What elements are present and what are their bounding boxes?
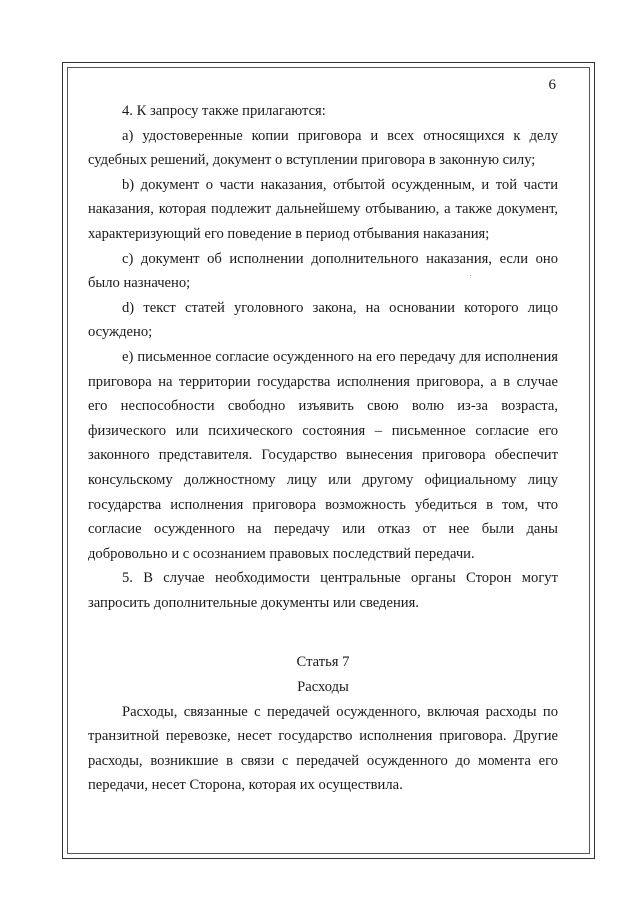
article-7-text: Расходы, связанные с передачей осужденного, включая расходы по транзитной перевозке, несет государство исполнения приговора. Другие расходы, возникшие в связи с передачей осужденного до момента его передачи, несет Сторона, которая их осуществила.	[88, 703, 558, 794]
item-4d: d) текст статей уголовного закона, на основании которого лицо осуждено;	[88, 299, 558, 341]
item-4c: с) документ об исполнении дополнительного наказания, если оно было назначено;	[88, 250, 558, 292]
item-4a: а) удостоверенные копии приговора и всех относящихся к делу судебных решений, документ о вступлении приговора в законную силу;	[88, 127, 558, 169]
scan-speck	[470, 275, 471, 276]
article-7-number: Статья 7	[296, 654, 350, 671]
document-body	[88, 76, 558, 798]
item-4-heading: 4. К запросу также прилагаются:	[122, 103, 326, 119]
page-number: 6	[548, 77, 556, 93]
article-7-title: Расходы	[297, 679, 349, 696]
item-4b: b) документ о части наказания, отбытой осужденным, и той части наказания, которая подлежит дальнейшему отбыванию, а также документ, характеризующий его поведение в период отбывания наказания;	[88, 176, 558, 242]
item-5: 5. В случае необходимости центральные органы Сторон могут запросить дополнительные документы или сведения.	[88, 570, 558, 611]
item-4e: е) письменное согласие осужденного на его передачу для исполнения приговора на территории государства исполнения приговора, а в случае его неспособности свободно изъявить свою волю из-за возраста, физического или психического состояния – письменное согласие его законного представителя. Государство вынесения приговора обеспечит консульскому должностному лицу или другому официальному лицу государства исполнения приговора возможность убедиться в том, что согласие осужденного на передачу или отказ от нее были даны добровольно и с осознанием правовых последствий передачи.	[88, 348, 558, 562]
